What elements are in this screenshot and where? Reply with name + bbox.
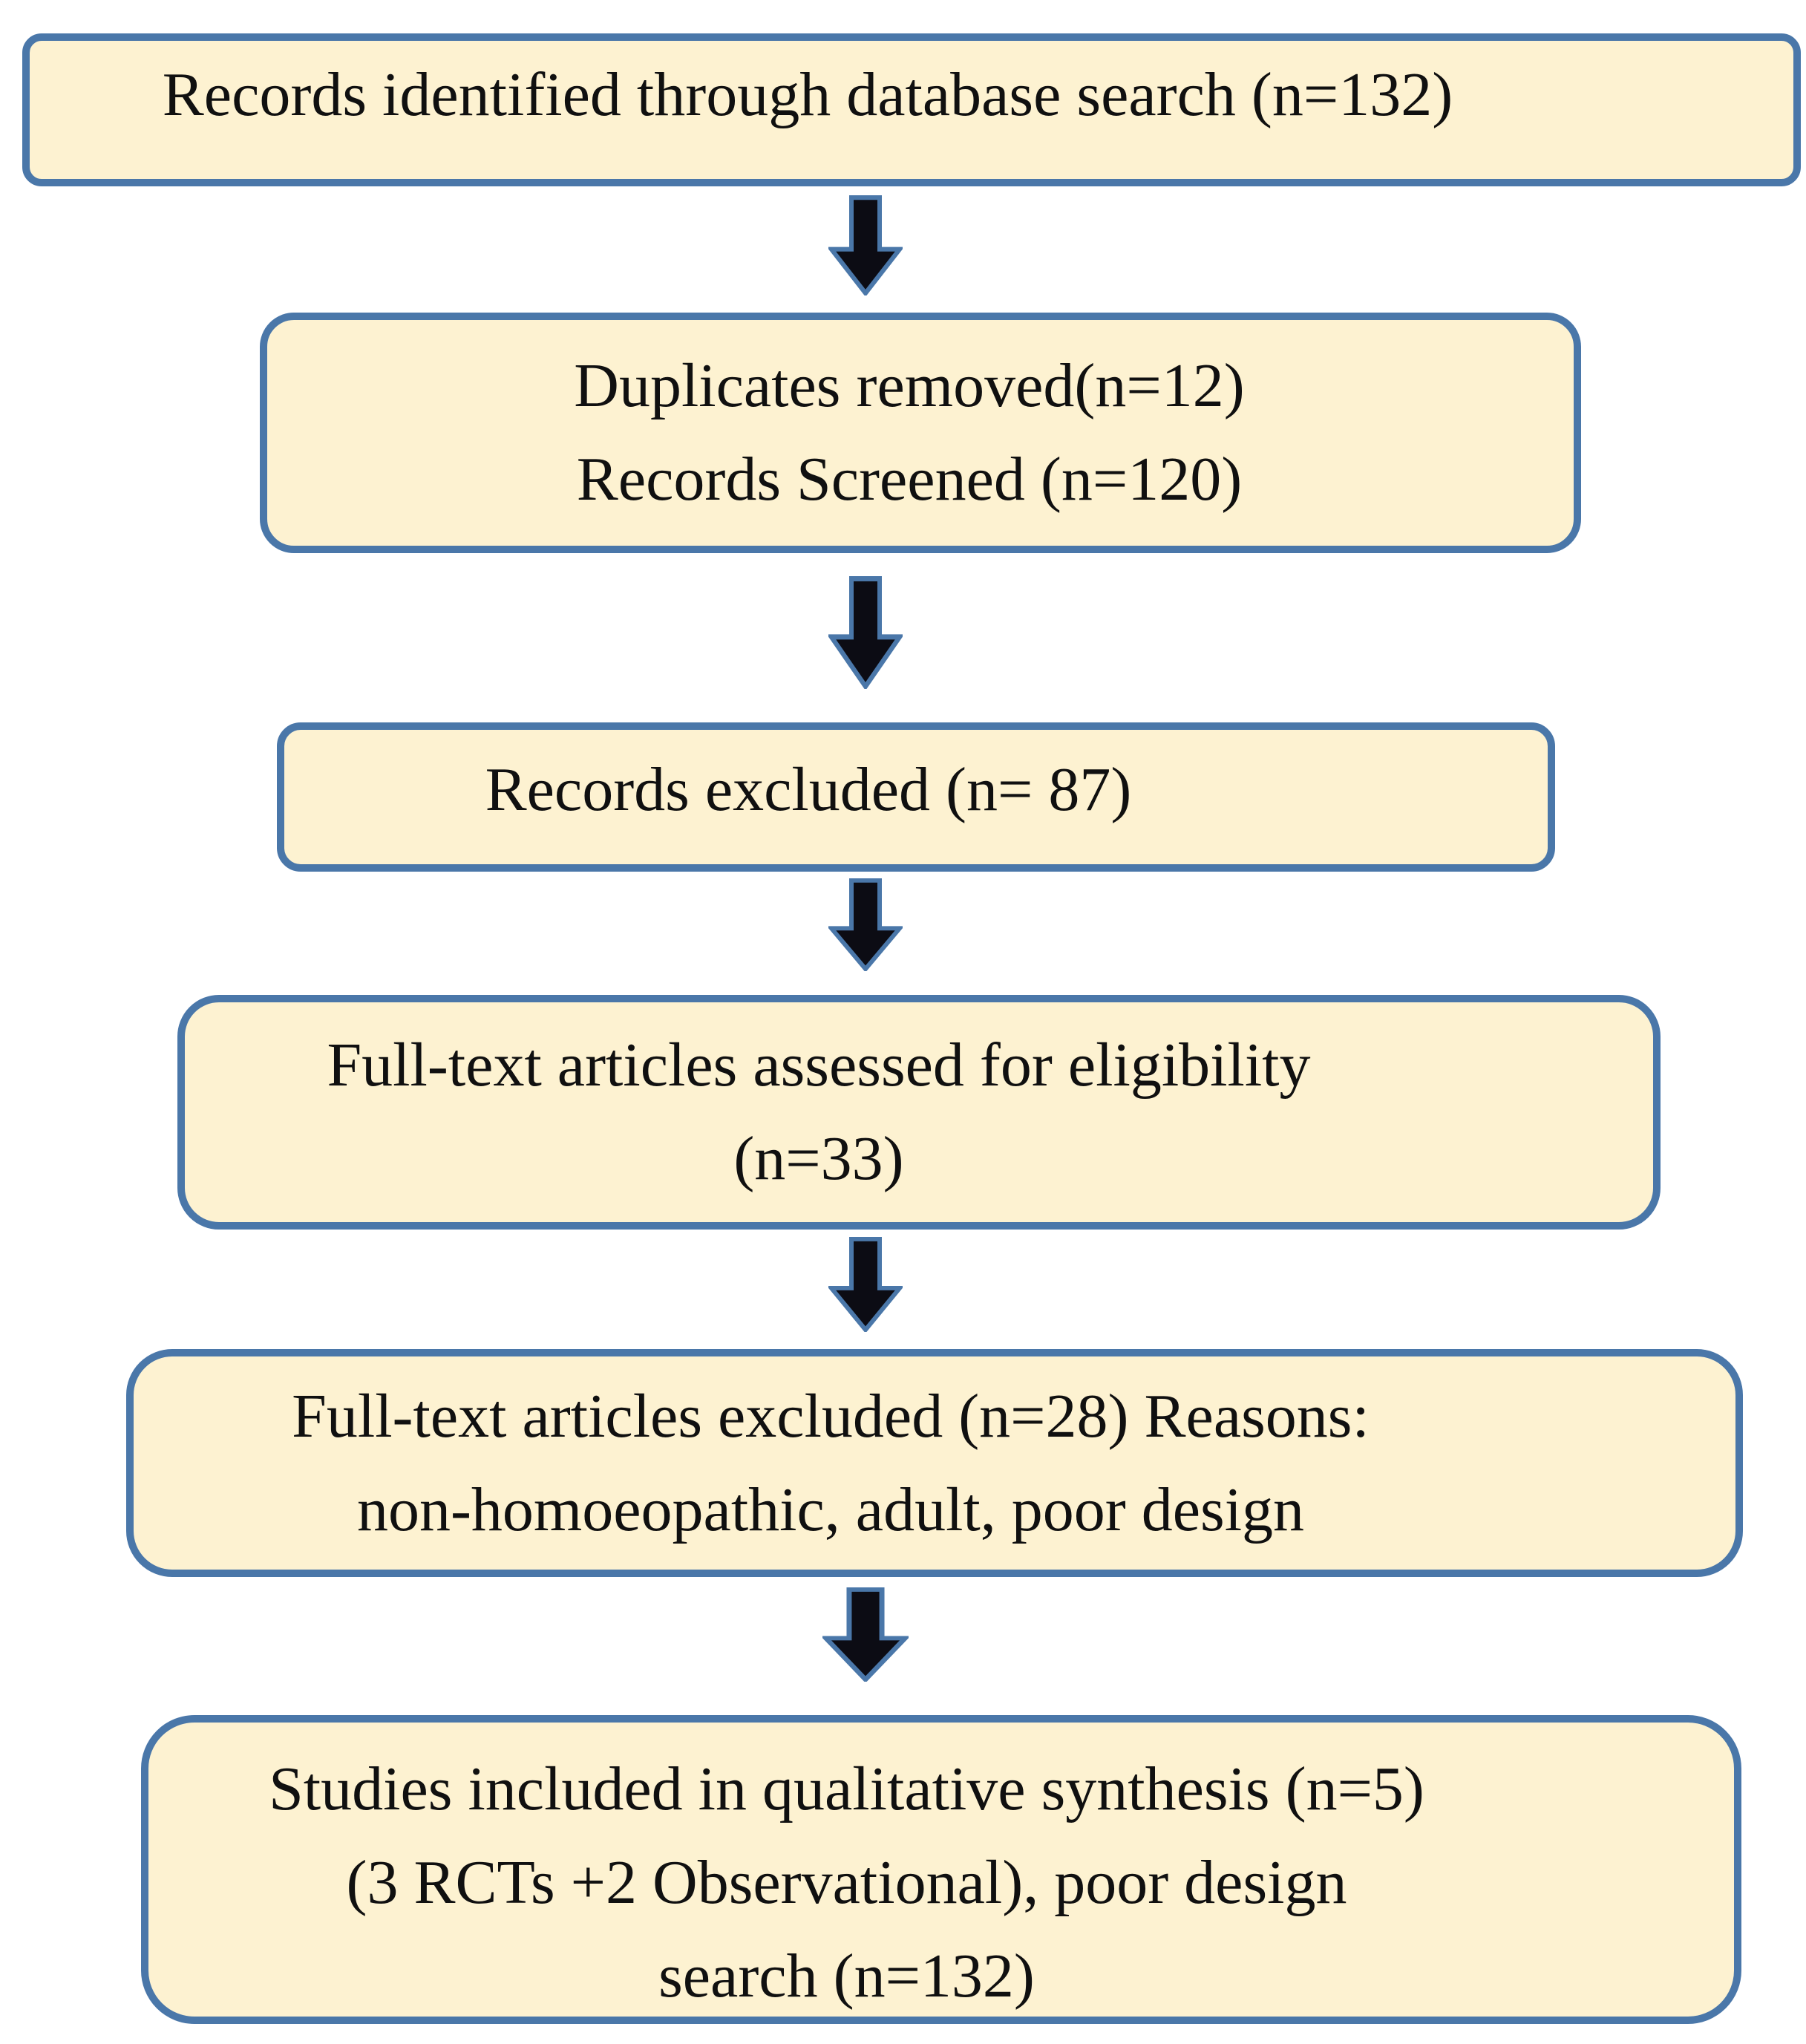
box-records-excluded	[277, 722, 1555, 872]
box-line: Duplicates removed(n=12)	[574, 351, 1245, 420]
box-line: Records Screened (n=120)	[576, 445, 1243, 514]
box-line: Studies included in qualitative synthesis (n=5)	[269, 1754, 1424, 1823]
box-records-identified	[22, 33, 1801, 186]
down-arrow-icon	[822, 1587, 909, 1682]
down-arrow-icon	[828, 1237, 903, 1332]
box-line: Records excluded (n= 87)	[485, 754, 1132, 824]
box-fulltext-excluded	[126, 1349, 1743, 1577]
box-line: Full-text articles excluded (n=28) Reasons:	[292, 1381, 1370, 1451]
box-line: (n=33)	[733, 1124, 904, 1193]
box-line: (3 RCTs +2 Observational), poor design	[346, 1848, 1347, 1917]
box-line: search (n=132)	[658, 1942, 1035, 2011]
down-arrow-icon	[828, 878, 903, 971]
box-line: non-homoeopathic, adult, poor design	[356, 1475, 1305, 1544]
down-arrow-icon	[828, 195, 903, 296]
down-arrow-icon	[828, 576, 903, 689]
box-line: Full-text articles assessed for eligibility	[327, 1031, 1311, 1100]
box-fulltext-assessed	[177, 995, 1661, 1230]
box-studies-included	[141, 1715, 1741, 2024]
box-line: Records identified through database search (n=132)	[162, 60, 1453, 129]
box-duplicates-removed	[260, 313, 1581, 553]
